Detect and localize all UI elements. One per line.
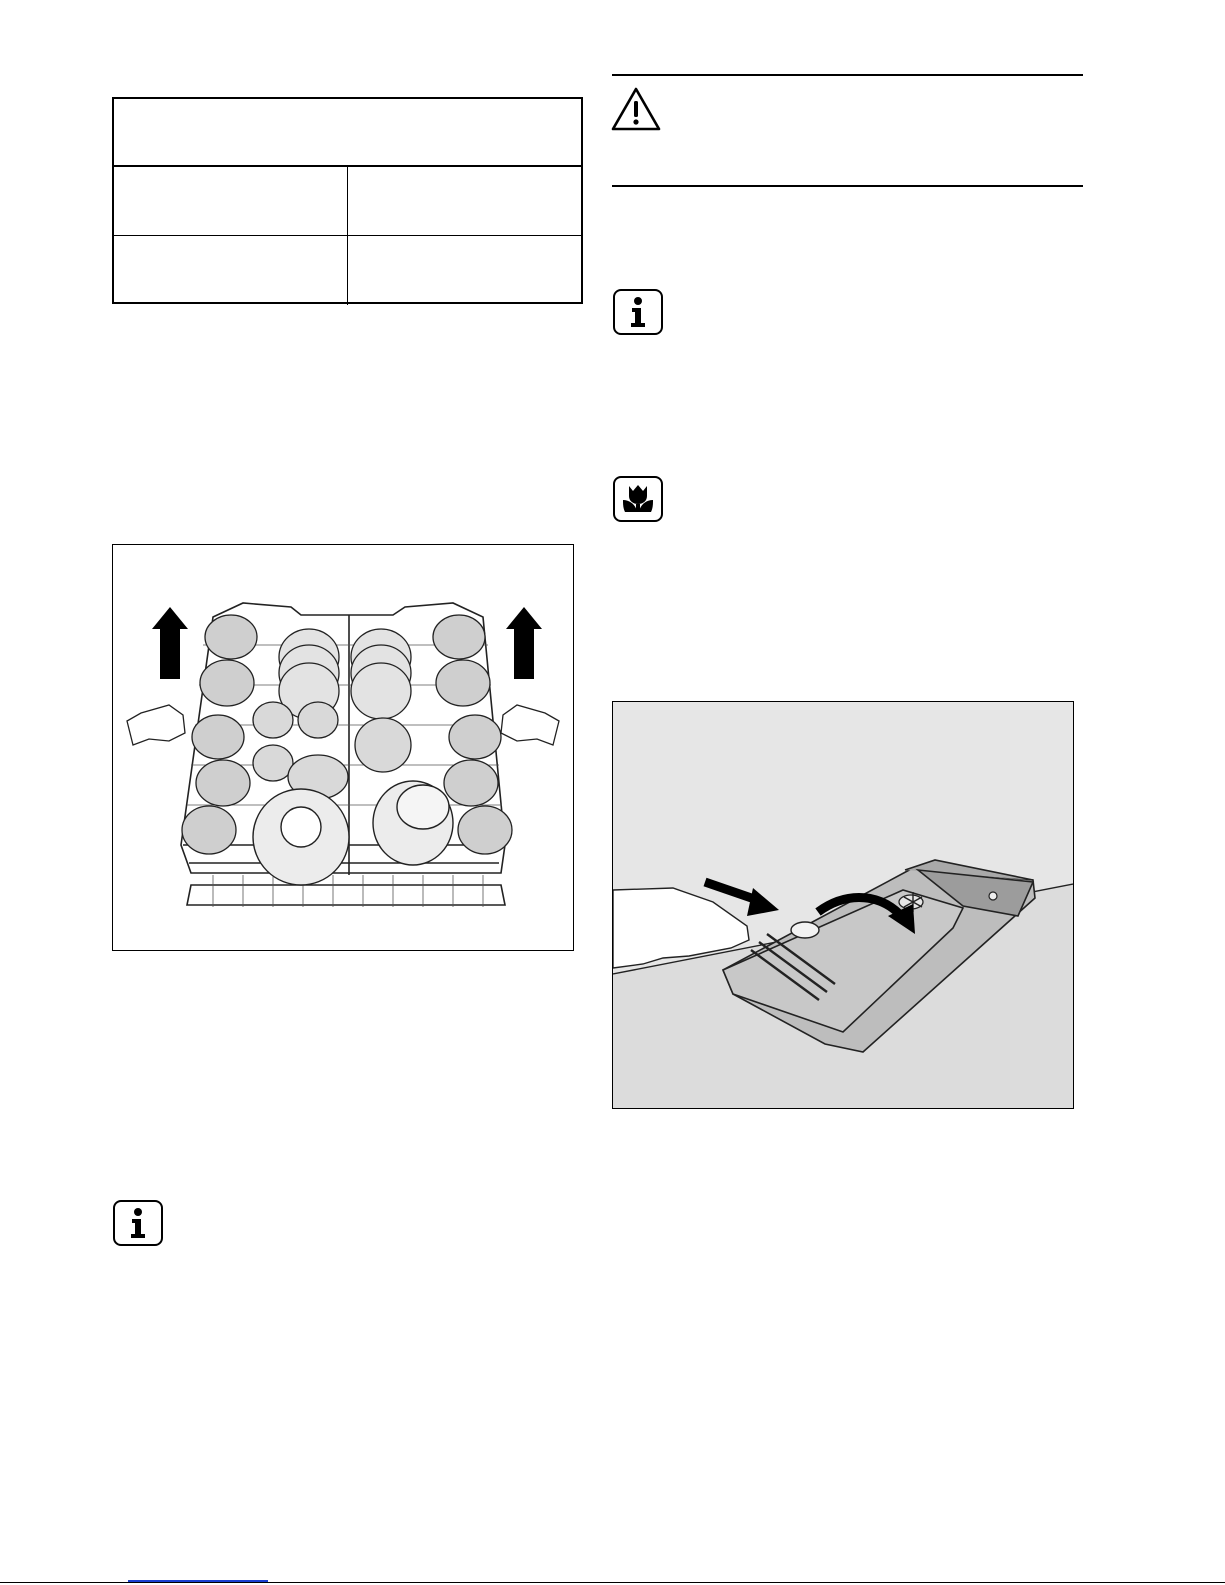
table-row [114,167,581,236]
warning-top-rule [612,74,1083,76]
lift-arrow-left-icon [152,607,188,679]
table-cell [114,167,348,235]
table-cell [348,167,581,235]
table-row [114,236,581,305]
table-cell [348,236,581,305]
specification-table [112,97,583,304]
warning-triangle-icon [611,86,661,132]
footer-rule [0,1582,1225,1583]
table-cell [114,236,348,305]
info-icon [113,1200,163,1246]
dispenser-drawing [613,702,1073,1108]
dispenser-lid-illustration [612,701,1074,1109]
table-header [114,99,581,167]
lift-arrow-right-icon [506,607,542,679]
upper-basket-illustration [112,544,574,951]
tulip-environment-icon [613,476,663,522]
warning-bottom-rule [612,185,1083,187]
footer-link-underline[interactable] [128,1580,268,1582]
basket-drawing [113,545,573,950]
info-icon [613,289,663,335]
